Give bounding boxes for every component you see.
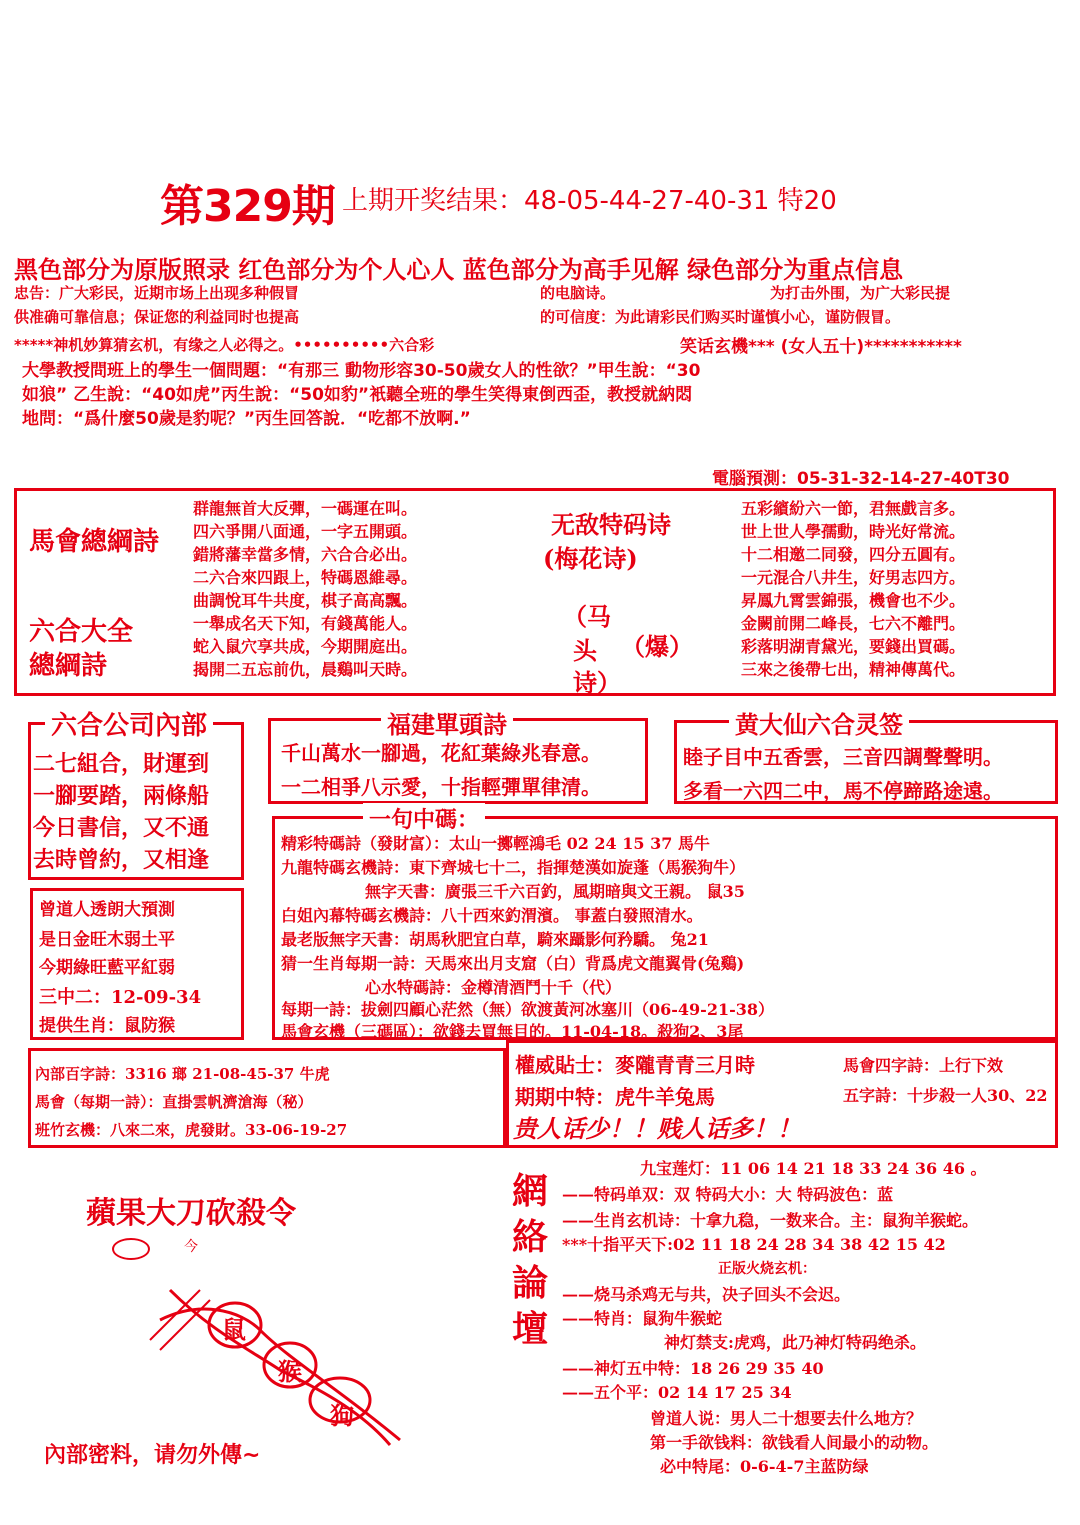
sentence-line: 精彩特碼詩（發財富）：太山一擲輕鴻毛 02 24 15 37 馬牛 bbox=[281, 834, 710, 853]
four-char-poem: 馬會四字詩：上行下效 bbox=[843, 1056, 1004, 1075]
forum-title-char: 論 bbox=[512, 1262, 549, 1304]
company-line: 今日書信，又不通 bbox=[33, 815, 210, 841]
joke-title: 笑话玄機*** (女人五十)*********** bbox=[680, 337, 962, 357]
poem-line: 二六合來四跟上，特碼恩維尋。 bbox=[193, 568, 418, 587]
poem-line: 彩落明湖青黛光，要錢出買碼。 bbox=[741, 637, 966, 656]
wong-line: 睦子目中五香雲，三音四調聲聲明。 bbox=[683, 745, 1003, 769]
poem-line: 揭開二五忘前仇，晨鷄叫天時。 bbox=[193, 660, 418, 679]
forum-line: ——神灯五中特：18 26 29 35 40 bbox=[562, 1359, 824, 1378]
prophecy-line: 今期綠旺藍平紅弱 bbox=[39, 958, 175, 978]
poem-line: 錯將藩幸當多情，六合合必出。 bbox=[193, 545, 418, 564]
poem-title-1: 馬會總綱詩 bbox=[29, 527, 160, 557]
poem-right-lines bbox=[741, 497, 965, 681]
forum-line: 第一手欲钱料：欲钱看人间最小的动物。 bbox=[650, 1433, 939, 1452]
mid-subtitle: (梅花诗) bbox=[543, 544, 638, 573]
sentence-line: 每期一詩：拔劍四顧心茫然（無）欲渡黃河冰塞川（06-49-21-38） bbox=[281, 1000, 774, 1019]
sentence-line: 馬會玄機（三碼區）：欲錢去買無目的。11-04-18。殺狗2、3尾 bbox=[281, 1022, 744, 1041]
last-result: 上期开奖结果：48-05-44-27-40-31 特20 bbox=[342, 186, 837, 216]
sentence-box bbox=[272, 807, 1058, 1041]
apple-footer: 內部密料，请勿外傳~ bbox=[44, 1443, 261, 1468]
poem-line: 群龍無首大反彈，一碼運在叫。 bbox=[193, 499, 418, 518]
wong-title: 黄大仙六合灵签 bbox=[729, 705, 909, 740]
sentence-line: 無字天書：廣張三千六百釣，風期暗與文王親。 鼠35 bbox=[365, 882, 745, 901]
forum-line: ——特肖：鼠狗牛猴蛇 bbox=[562, 1309, 723, 1328]
forum-line: 神灯禁支:虎鸡，此乃神灯特码绝杀。 bbox=[664, 1333, 926, 1352]
company-line: 一腳要踏，兩條船 bbox=[33, 783, 210, 809]
forum-line: 正版火烧玄机： bbox=[718, 1261, 816, 1277]
company-lines bbox=[33, 747, 209, 875]
company-line: 二七組合，財運到 bbox=[33, 751, 210, 777]
poem-line: 三來之後帶七出，精神傳萬代。 bbox=[741, 660, 966, 679]
internal-line: 馬會（每期一詩）：直掛雲帆濟滄海（秘） bbox=[35, 1093, 313, 1111]
five-char-poem: 五字詩：十步殺一人30、22 bbox=[843, 1086, 1048, 1105]
mid-c: 诗） bbox=[573, 668, 621, 697]
sword-text: 猴 bbox=[278, 1357, 302, 1386]
internal-box bbox=[28, 1048, 506, 1148]
forum-line: 必中特尾：0-6-4-7主蓝防绿 bbox=[660, 1457, 869, 1476]
computer-forecast: 電腦預測：05-31-32-14-27-40T30 bbox=[712, 469, 1010, 489]
internal-line: 內部百字詩：3316 瑯 21-08-45-37 牛虎 bbox=[35, 1065, 330, 1083]
poem-line: 金闕前開二峰長，七六不離門。 bbox=[741, 614, 966, 633]
joke-line: 如狼” 乙生說：“40如虎”丙生說：“50如豹”衹聽全班的學生笑得東倒西歪，教授就納悶 bbox=[22, 385, 693, 404]
wong-box bbox=[674, 710, 1058, 804]
sentence-line: 最老版無字天書：胡馬秋肥宜白草，騎來躡影何矜驕。 兔21 bbox=[281, 930, 709, 949]
forum-title-char: 壇 bbox=[512, 1308, 549, 1350]
sentence-line: 心水特碼詩：金樽清酒鬥十千（代） bbox=[365, 978, 622, 997]
fujian-line: 一二相爭八示愛，十指輕彈單律清。 bbox=[281, 775, 601, 799]
forum-title-char: 絡 bbox=[512, 1216, 549, 1258]
forum-title-char: 網 bbox=[512, 1170, 549, 1212]
poem-line: 四六爭開八面通，一字五開頭。 bbox=[193, 522, 418, 541]
poem-title-2a: 六合大全 bbox=[29, 617, 134, 647]
notice-left-1: 忠告：广大彩民，近期市场上出现多种假冒 bbox=[14, 284, 300, 302]
fujian-box bbox=[268, 710, 648, 804]
forum-title bbox=[512, 1168, 556, 1352]
small-mark: 今 bbox=[184, 1239, 198, 1255]
joke-line: 地問：“爲什麼50歲是豹呢？”丙生回答說．“吃都不放啊.” bbox=[22, 409, 471, 428]
company-title: 六合公司內部 bbox=[45, 705, 213, 742]
sentence-line: 九龍特碼玄機詩：東下齊城七十二，指揮楚漢如旋蓬（馬猴狗牛） bbox=[281, 858, 746, 877]
forum-line: ——烧马杀鸡无与共，决子回头不会迟。 bbox=[562, 1285, 851, 1304]
notice-right-2: 的可信度：为此请彩民们购买时谨慎小心，谨防假冒。 bbox=[540, 308, 901, 326]
forum-line: ——特码单双：双 特码大小：大 特码波色：蓝 bbox=[562, 1185, 894, 1204]
mid-b: 头 bbox=[573, 636, 597, 665]
notice-right-top: 为打击外围，为广大彩民提 bbox=[770, 284, 951, 302]
poem-line: 世上世人學孺動，時光好常流。 bbox=[741, 522, 966, 541]
poem-line: 十二相邀二同發，四分五圓有。 bbox=[741, 545, 966, 564]
poem-line: 五彩繽紛六一節，君無戲言多。 bbox=[741, 499, 966, 518]
prophecy-line: 三中二：12-09-34 bbox=[39, 987, 202, 1008]
forum-line: ——生肖玄机诗：十拿九稳，一数来合。主：鼠狗羊猴蛇。 bbox=[562, 1211, 979, 1230]
apple-title: 蘋果大刀砍殺令 bbox=[86, 1196, 296, 1231]
poem-left-lines bbox=[193, 497, 417, 681]
authority-box bbox=[506, 1040, 1058, 1148]
sword-text: 鼠 bbox=[222, 1315, 246, 1344]
joke-line: 大學教授問班上的學生一個問題：“有那三 動物形容30-50歲女人的性欲？”甲生說：“30 bbox=[22, 361, 701, 380]
mid-title: 无敌特码诗 bbox=[551, 510, 671, 539]
mid-d: （爆） bbox=[621, 632, 693, 661]
forum-line: 九宝莲灯：11 06 14 21 18 33 24 36 46 。 bbox=[640, 1159, 987, 1178]
poem-line: 一舉成名天下知，有錢萬能人。 bbox=[193, 614, 418, 633]
joke-text bbox=[22, 356, 1062, 428]
notice-right-1: 的电脑诗。 bbox=[540, 284, 616, 302]
authority-tip: 權威貼士：麥隴青青三月時 bbox=[515, 1053, 755, 1077]
sentence-line: 白姐內幕特碼玄機詩：八十西來釣渭濱。 事蓋白發照清水。 bbox=[281, 906, 703, 925]
prophecy-line: 是日金旺木弱土平 bbox=[39, 930, 175, 950]
mid-a: （马 bbox=[563, 602, 611, 631]
slogan: 贵人话少！！贱人话多！！ bbox=[513, 1114, 801, 1143]
color-legend: 黑色部分为原版照录 红色部分为个人心人 蓝色部分为高手见解 绿色部分为重点信息 bbox=[14, 256, 904, 284]
forum-line: ——五个平：02 14 17 25 34 bbox=[562, 1383, 792, 1402]
internal-line: 班竹玄機：八來二來，虎發財。33-06-19-27 bbox=[35, 1121, 348, 1139]
fujian-line: 千山萬水一腳過，花紅葉綠兆春意。 bbox=[281, 741, 601, 765]
mystery-banner: *****神机妙算猜玄机，有缘之人必得之。••••••••••六合彩 bbox=[14, 336, 435, 354]
poem-line: 昇鳳九霄雲錦張，機會也不少。 bbox=[741, 591, 966, 610]
company-line: 去時曾約，又相逢 bbox=[33, 847, 210, 873]
poem-line: 蛇入鼠穴享共成，今期開庭出。 bbox=[193, 637, 418, 656]
circle-mark-icon bbox=[112, 1238, 152, 1260]
poem-line: 曲調悅耳牛共度，棋子高高飄。 bbox=[193, 591, 418, 610]
poem-box bbox=[14, 488, 1056, 696]
notice-left-2: 供准确可靠信息；保证您的利益同时也提高 bbox=[14, 308, 300, 326]
prophecy-box bbox=[30, 888, 244, 1040]
poem-line: 一元混合八井生，好男志四方。 bbox=[741, 568, 966, 587]
prophecy-line: 提供生肖：鼠防猴 bbox=[39, 1016, 175, 1036]
forum-line: 曾道人说：男人二十想要去什么地方？ bbox=[650, 1409, 923, 1428]
company-box bbox=[28, 711, 244, 880]
forum-line: ***十指平天下:02 11 18 24 28 34 38 42 15 42 bbox=[562, 1235, 946, 1254]
poem-title-2b: 總綱詩 bbox=[29, 651, 108, 681]
sword-text: 狗 bbox=[330, 1401, 354, 1430]
sentence-title: 一句中碼： bbox=[363, 803, 485, 834]
issue-title: 第329期 bbox=[160, 181, 335, 232]
prophecy-title: 曾道人透朗大預測 bbox=[39, 900, 175, 920]
wong-line: 多看一六四二中，馬不停蹄路途遠。 bbox=[683, 779, 1003, 803]
every-period: 期期中特：虎牛羊兔馬 bbox=[515, 1085, 715, 1109]
fujian-title: 福建單頭詩 bbox=[381, 705, 513, 740]
sentence-line: 猜一生肖每期一詩：天馬來出月支窟（白）背爲虎文龍翼骨(兔鷄) bbox=[281, 954, 745, 973]
